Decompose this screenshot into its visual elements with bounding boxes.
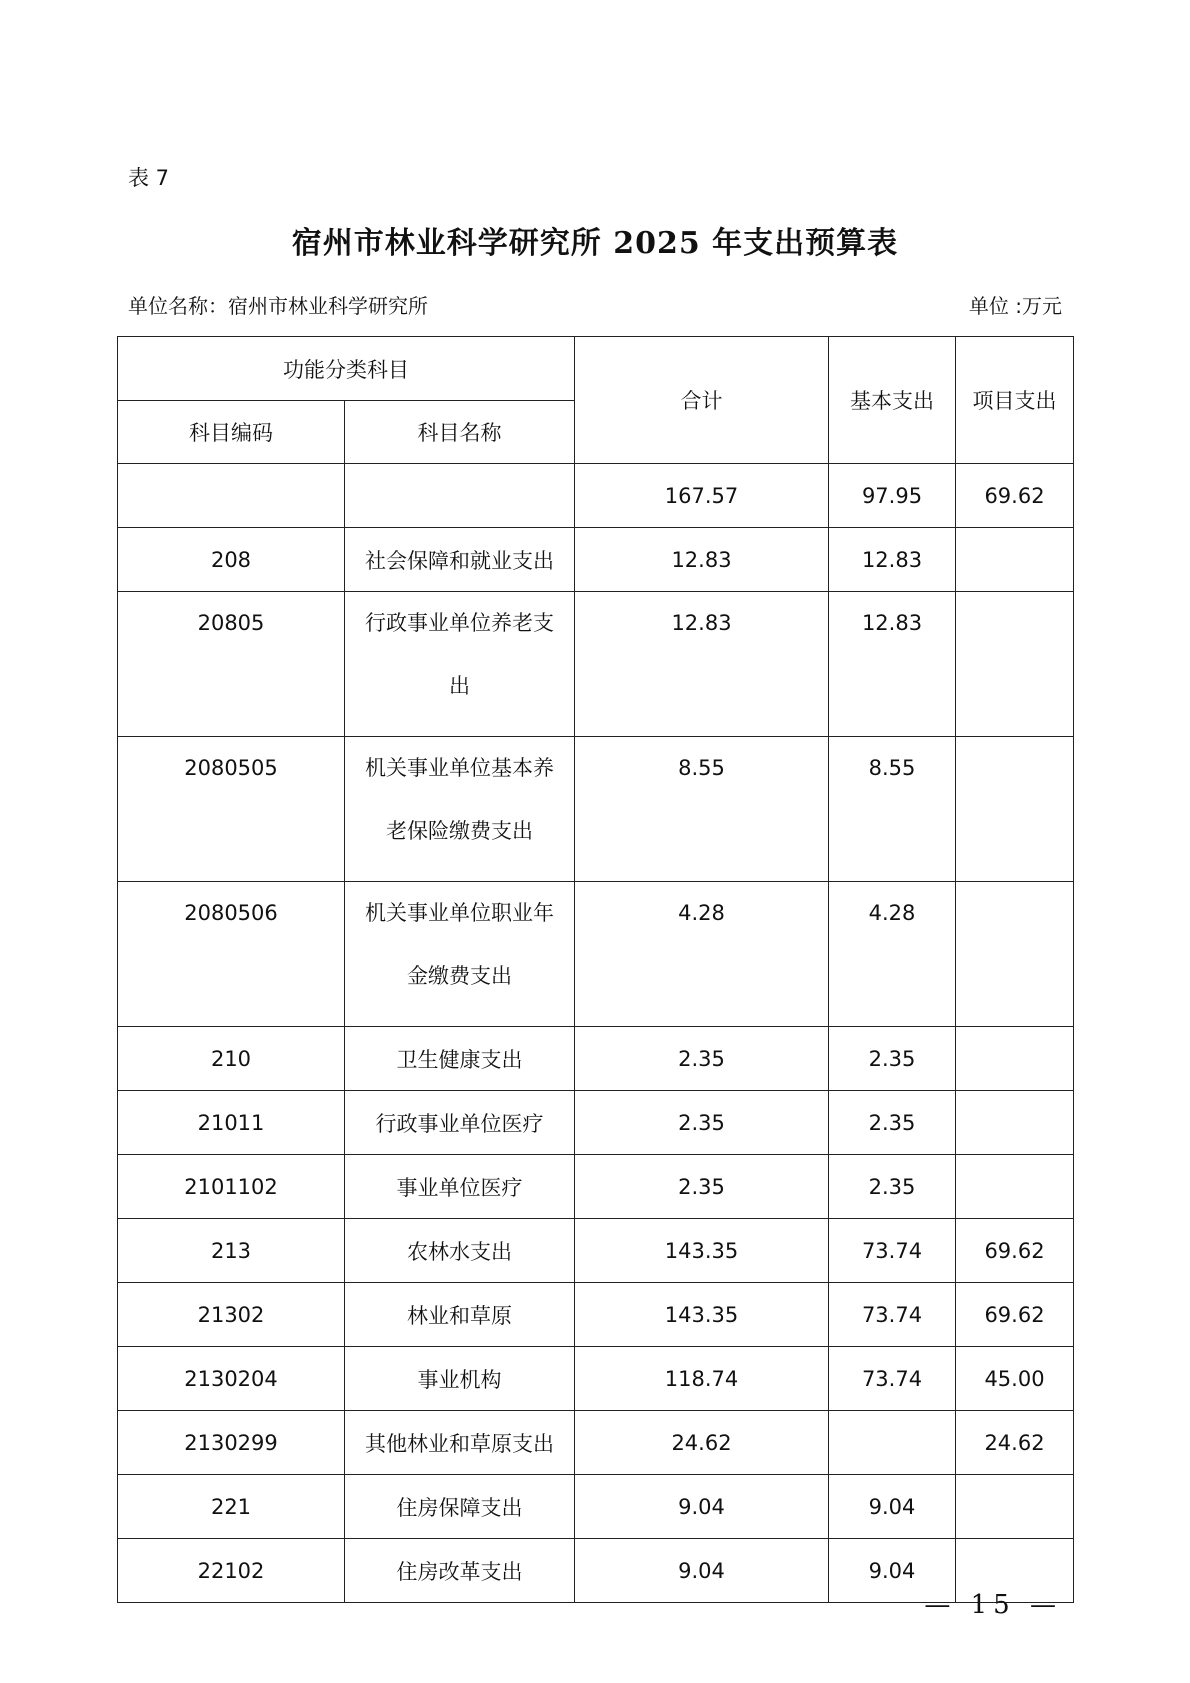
row-name: 机关事业单位职业年金缴费支出 bbox=[345, 882, 575, 1027]
row-code: 213 bbox=[118, 1219, 345, 1283]
row-name: 社会保障和就业支出 bbox=[345, 528, 575, 592]
row-basic: 73.74 bbox=[829, 1283, 956, 1347]
row-name: 卫生健康支出 bbox=[345, 1027, 575, 1091]
unit-name: 单位名称：宿州市林业科学研究所 bbox=[128, 294, 428, 318]
row-code: 20805 bbox=[118, 592, 345, 737]
row-total: 4.28 bbox=[575, 882, 829, 1027]
table-row bbox=[118, 464, 1074, 528]
table-label: 表 7 bbox=[128, 166, 170, 190]
row-name: 林业和草原 bbox=[345, 1283, 575, 1347]
row-project bbox=[956, 882, 1074, 1027]
row-name: 其他林业和草原支出 bbox=[345, 1411, 575, 1475]
row-basic: 12.83 bbox=[829, 528, 956, 592]
row-total: 8.55 bbox=[575, 737, 829, 882]
row-total: 143.35 bbox=[575, 1219, 829, 1283]
row-name: 住房改革支出 bbox=[345, 1539, 575, 1603]
row-total: 167.57 bbox=[575, 464, 829, 528]
row-name: 机关事业单位基本养老保险缴费支出 bbox=[345, 737, 575, 882]
row-basic bbox=[829, 1411, 956, 1475]
row-code bbox=[118, 464, 345, 528]
table-row bbox=[118, 1027, 1074, 1091]
row-code: 210 bbox=[118, 1027, 345, 1091]
row-project bbox=[956, 528, 1074, 592]
row-code: 208 bbox=[118, 528, 345, 592]
row-basic: 73.74 bbox=[829, 1219, 956, 1283]
header-total: 合计 bbox=[575, 337, 829, 464]
row-total: 2.35 bbox=[575, 1155, 829, 1219]
table-row bbox=[118, 1283, 1074, 1347]
table-row bbox=[118, 882, 1074, 1027]
row-project: 24.62 bbox=[956, 1411, 1074, 1475]
row-project: 69.62 bbox=[956, 464, 1074, 528]
row-total: 143.35 bbox=[575, 1283, 829, 1347]
row-total: 9.04 bbox=[575, 1539, 829, 1603]
row-basic: 4.28 bbox=[829, 882, 956, 1027]
row-name: 事业机构 bbox=[345, 1347, 575, 1411]
row-name: 住房保障支出 bbox=[345, 1475, 575, 1539]
row-code: 2130204 bbox=[118, 1347, 345, 1411]
row-code: 22102 bbox=[118, 1539, 345, 1603]
table-row bbox=[118, 592, 1074, 737]
row-basic: 97.95 bbox=[829, 464, 956, 528]
row-total: 2.35 bbox=[575, 1091, 829, 1155]
row-name: 行政事业单位养老支出 bbox=[345, 592, 575, 737]
row-name: 事业单位医疗 bbox=[345, 1155, 575, 1219]
row-name: 行政事业单位医疗 bbox=[345, 1091, 575, 1155]
row-project bbox=[956, 1091, 1074, 1155]
table-row bbox=[118, 528, 1074, 592]
row-total: 24.62 bbox=[575, 1411, 829, 1475]
row-code: 2080506 bbox=[118, 882, 345, 1027]
row-code: 221 bbox=[118, 1475, 345, 1539]
table-row bbox=[118, 1155, 1074, 1219]
row-code: 2080505 bbox=[118, 737, 345, 882]
budget-table bbox=[117, 336, 1074, 1603]
row-total: 2.35 bbox=[575, 1027, 829, 1091]
header-name: 科目名称 bbox=[345, 401, 575, 464]
row-total: 12.83 bbox=[575, 592, 829, 737]
header-code: 科目编码 bbox=[118, 401, 345, 464]
row-code: 2101102 bbox=[118, 1155, 345, 1219]
row-project: 45.00 bbox=[956, 1347, 1074, 1411]
row-basic: 2.35 bbox=[829, 1091, 956, 1155]
row-project bbox=[956, 1155, 1074, 1219]
row-project bbox=[956, 1027, 1074, 1091]
table-row bbox=[118, 1091, 1074, 1155]
row-basic: 9.04 bbox=[829, 1539, 956, 1603]
header-basic: 基本支出 bbox=[829, 337, 956, 464]
row-project bbox=[956, 592, 1074, 737]
table-row bbox=[118, 1219, 1074, 1283]
row-basic: 73.74 bbox=[829, 1347, 956, 1411]
unit-label: 单位 :万元 bbox=[968, 294, 1062, 318]
row-basic: 12.83 bbox=[829, 592, 956, 737]
row-name: 农林水支出 bbox=[345, 1219, 575, 1283]
header-row bbox=[118, 337, 1074, 401]
row-total: 9.04 bbox=[575, 1475, 829, 1539]
row-project bbox=[956, 1475, 1074, 1539]
row-project: 69.62 bbox=[956, 1219, 1074, 1283]
row-total: 12.83 bbox=[575, 528, 829, 592]
row-basic: 2.35 bbox=[829, 1155, 956, 1219]
row-basic: 8.55 bbox=[829, 737, 956, 882]
table-row bbox=[118, 1347, 1074, 1411]
table-row bbox=[118, 1411, 1074, 1475]
header-function-category: 功能分类科目 bbox=[118, 337, 575, 401]
table-row bbox=[118, 1475, 1074, 1539]
row-total: 118.74 bbox=[575, 1347, 829, 1411]
row-code: 2130299 bbox=[118, 1411, 345, 1475]
row-name bbox=[345, 464, 575, 528]
row-project bbox=[956, 737, 1074, 882]
page-number: — 15 — bbox=[924, 1590, 1062, 1620]
row-basic: 9.04 bbox=[829, 1475, 956, 1539]
row-project: 69.62 bbox=[956, 1283, 1074, 1347]
row-code: 21302 bbox=[118, 1283, 345, 1347]
header-project: 项目支出 bbox=[956, 337, 1074, 464]
row-basic: 2.35 bbox=[829, 1027, 956, 1091]
row-code: 21011 bbox=[118, 1091, 345, 1155]
page-title: 宿州市林业科学研究所 2025 年支出预算表 bbox=[291, 226, 899, 261]
table-row bbox=[118, 737, 1074, 882]
